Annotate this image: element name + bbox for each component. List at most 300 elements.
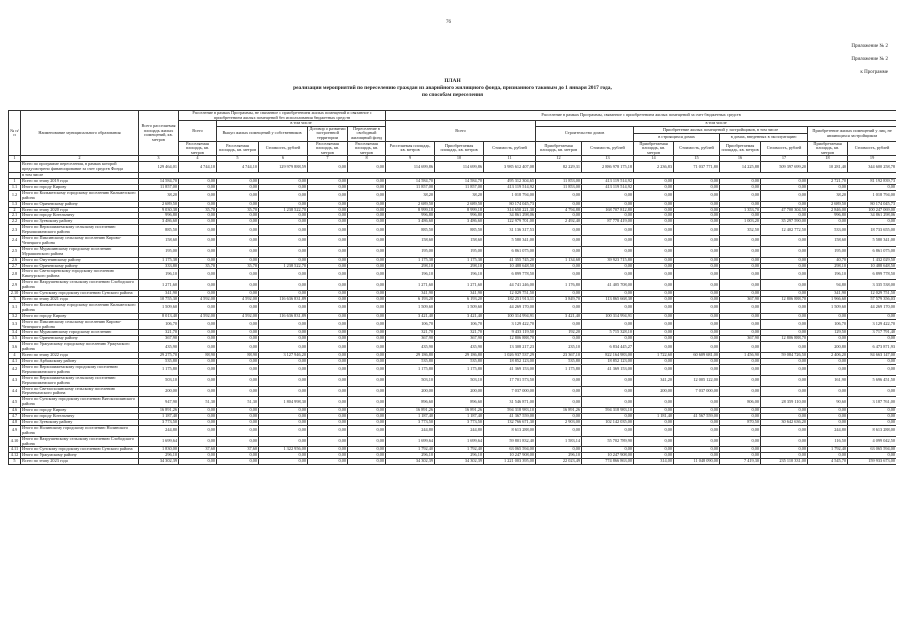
table-cell: 0,00 (308, 263, 348, 269)
table-cell: 4 744,10 (179, 162, 217, 173)
table-cell: 6 193,20 (435, 297, 484, 303)
table-cell: 0,00 (179, 190, 217, 201)
table-cell: 0,00 (259, 302, 308, 313)
table-cell: 158,60 (435, 236, 484, 247)
table-cell: 0,00 (761, 447, 808, 453)
table-cell: 80 174 045,73 (848, 201, 896, 207)
table-cell: 0,00 (808, 419, 848, 425)
table-cell: 195,00 (139, 246, 179, 257)
table-cell: 7 037 000,00 (484, 386, 536, 397)
table-cell: 3 421,40 (536, 313, 582, 319)
table-cell: 35 297 590,00 (761, 219, 808, 225)
row-number: 3.2 (9, 313, 21, 319)
table-cell: 0,00 (217, 225, 259, 236)
table-cell: 0,00 (217, 219, 259, 225)
table-cell: 0,00 (536, 302, 582, 313)
table-cell: 1 432 029,50 (848, 257, 896, 263)
table-row (9, 236, 897, 247)
table-cell: 4 592,00 (179, 297, 217, 303)
table-cell: 63 065 594,00 (484, 447, 536, 453)
table-cell: 0,00 (634, 453, 674, 459)
table-cell: 0,00 (217, 358, 259, 364)
table-cell: 0,00 (308, 280, 348, 291)
table-cell: 28 359 110,00 (761, 397, 808, 408)
table-cell: 0,00 (761, 453, 808, 459)
table-cell: 196,10 (435, 269, 484, 280)
table-cell: 0,00 (217, 213, 259, 219)
table-cell: 37,60 (217, 447, 259, 453)
row-municipality-name: Итого по городу Котельничу (21, 414, 139, 420)
table-cell: 1 456,90 (720, 353, 761, 359)
table-cell: 594 318 983,10 (484, 408, 536, 414)
table-cell: 0,00 (634, 319, 674, 330)
table-cell: 3 985 612 407,08 (484, 162, 536, 173)
table-cell: 298,10 (386, 263, 435, 269)
plan-table (8, 110, 896, 465)
table-cell: 0,00 (761, 330, 808, 336)
table-cell: 195,00 (808, 246, 848, 257)
table-cell: 29 186,80 (435, 353, 484, 359)
table-cell: 3 129 422,70 (848, 319, 896, 330)
row-municipality-name: Итого по Оричевскому району (21, 201, 139, 207)
table-cell: 0,00 (348, 414, 386, 420)
table-cell: 503,10 (386, 375, 435, 386)
table-cell: 3 773,50 (139, 419, 179, 425)
header-area-bought: Приобретаемая площадь, кв. метров (536, 141, 582, 156)
table-cell: 0,00 (308, 201, 348, 207)
table-cell: 0,00 (179, 213, 217, 219)
table-cell: 57 579 356,03 (848, 297, 896, 303)
table-cell: 11 853,00 (536, 178, 582, 184)
table-cell: 0,00 (217, 414, 259, 420)
table-cell: 38,20 (139, 190, 179, 201)
table-cell: 0,00 (634, 313, 674, 319)
table-cell: 3 421,40 (435, 313, 484, 319)
table-cell: 44 741 246,00 (484, 280, 536, 291)
table-cell: 12 806 888,70 (761, 297, 808, 303)
table-cell: 0,00 (720, 414, 761, 420)
table-cell: 341,20 (634, 375, 674, 386)
table-cell: 0,00 (308, 162, 348, 173)
table-cell: 6 899 778,50 (848, 269, 896, 280)
table-cell: 0,00 (674, 436, 720, 447)
table-cell: 341,90 (139, 291, 179, 297)
table-cell: 1 966,60 (808, 297, 848, 303)
table-cell: 0,00 (179, 178, 217, 184)
table-cell: 41 567 559,00 (674, 414, 720, 420)
table-cell: 0,00 (720, 269, 761, 280)
table-cell: 296,10 (139, 453, 179, 459)
row-number: 2.5 (9, 246, 21, 257)
table-cell: 0,00 (582, 397, 634, 408)
table-cell: 87 778 419,00 (582, 219, 634, 225)
table-cell: 2 903,00 (536, 419, 582, 425)
table-cell: 0,00 (634, 257, 674, 263)
table-cell: 2 236,83 (634, 162, 674, 173)
table-cell: 0,00 (259, 330, 308, 336)
header-cost: Стоимость, рублей (259, 141, 308, 156)
table-cell: 14 584,70 (435, 178, 484, 184)
table-cell: 235 110 331,00 (761, 459, 808, 465)
table-cell: 0,00 (720, 408, 761, 414)
table-cell: 0,00 (634, 263, 674, 269)
table-cell: 0,00 (674, 257, 720, 263)
table-cell: 0,00 (308, 414, 348, 420)
table-cell: 84 663 147,00 (848, 353, 896, 359)
row-municipality-name: в том числе (21, 173, 139, 179)
table-cell: 0,00 (808, 219, 848, 225)
row-number: 4.12 (9, 453, 21, 459)
table-cell: 0,00 (308, 386, 348, 397)
table-cell: 0,00 (308, 453, 348, 459)
table-cell: 94,80 (808, 280, 848, 291)
table-cell: 2 721,70 (808, 178, 848, 184)
table-cell: 0,00 (348, 184, 386, 190)
row-municipality-name: Итого по Верхошижемскому сельскому поселению Верхошижемского района (21, 225, 139, 236)
header-cost: Стоимость, рублей (484, 141, 536, 156)
table-cell: 51,30 (217, 397, 259, 408)
header-area-resettled: Расселяемая площадь, кв. метров (348, 141, 386, 156)
table-cell: 0,00 (259, 414, 308, 420)
table-cell: 0,00 (582, 236, 634, 247)
table-cell: 535,80 (536, 358, 582, 364)
table-cell: 0,00 (634, 342, 674, 353)
table-row (9, 459, 897, 465)
table-cell: 0,00 (674, 313, 720, 319)
row-municipality-name: Итого по Вахрушевскому сельскому поселению Слободского района (21, 436, 139, 447)
table-cell: 0,00 (720, 453, 761, 459)
table-cell: 1 509,60 (435, 302, 484, 313)
table-cell: 3 421,40 (386, 313, 435, 319)
header-area-bought: Приобретаемая площадь, кв. метров (808, 141, 848, 156)
table-cell: 885,50 (435, 225, 484, 236)
row-number: 2.6 (9, 257, 21, 263)
column-index-cell: 16 (720, 156, 761, 162)
table-cell: 13 308 217,23 (484, 342, 536, 353)
header-area-bought: Приобретаемая площадь, кв. метров (634, 141, 674, 156)
row-municipality-name: Итого по Мурашинскому городскому поселению Мурашинского района (21, 246, 139, 257)
table-row (9, 246, 897, 257)
table-cell: 18 852 123,00 (582, 358, 634, 364)
table-cell: 0,00 (582, 336, 634, 342)
table-body (9, 162, 897, 465)
plan-table-wrapper (8, 110, 896, 634)
table-cell: 0,00 (536, 375, 582, 386)
table-cell: 0,00 (308, 330, 348, 336)
table-cell: 367,90 (386, 336, 435, 342)
table-cell: 1 187,40 (435, 414, 484, 420)
table-cell: 495 312 304,65 (484, 178, 536, 184)
table-cell: 4 099 042,50 (848, 436, 896, 447)
table-cell: 100 314 994,91 (582, 313, 634, 319)
table-cell: 0,00 (674, 236, 720, 247)
table-cell: 0,00 (348, 291, 386, 297)
table-cell: 0,00 (536, 190, 582, 201)
table-cell: 3 486,60 (435, 219, 484, 225)
table-cell: 38,20 (808, 190, 848, 201)
table-cell: 2 492,40 (536, 219, 582, 225)
table-cell: 192,20 (536, 330, 582, 336)
table-cell: 10 281,40 (808, 162, 848, 173)
table-cell: 0,00 (720, 178, 761, 184)
table-cell: 9 030,38 (139, 207, 179, 213)
table-cell: 0,00 (308, 447, 348, 453)
row-number: 2.3 (9, 225, 21, 236)
table-cell: 0,00 (674, 319, 720, 330)
table-cell: 0,00 (348, 219, 386, 225)
table-cell: 1 271,60 (386, 280, 435, 291)
table-cell: 0,00 (179, 414, 217, 420)
table-cell: 0,00 (308, 336, 348, 342)
table-cell: 0,00 (761, 246, 808, 257)
table-cell: 435,90 (435, 342, 484, 353)
table-cell: 0,00 (348, 330, 386, 336)
table-cell: 0,00 (720, 375, 761, 386)
table-cell: 161,90 (808, 375, 848, 386)
table-cell: 0,00 (761, 236, 808, 247)
table-cell: 0,00 (308, 257, 348, 263)
table-cell: 0,00 (720, 302, 761, 313)
table-cell: 0,00 (217, 453, 259, 459)
table-cell: 106,70 (386, 319, 435, 330)
table-cell: 0,00 (674, 453, 720, 459)
row-municipality-name: Всего по этапу 2019 года (21, 178, 139, 184)
table-cell: 0,00 (217, 408, 259, 414)
table-cell: 0,00 (217, 386, 259, 397)
table-row (9, 225, 897, 236)
appendix-label: Приложение № 2 (851, 44, 888, 49)
row-number: 1.1 (9, 184, 21, 190)
table-cell: 0,00 (634, 336, 674, 342)
table-cell: 41 405 708,00 (582, 280, 634, 291)
table-cell: 40,70 (808, 257, 848, 263)
table-cell: 0,00 (808, 364, 848, 375)
table-row (9, 190, 897, 201)
table-cell: 196,10 (808, 269, 848, 280)
table-cell: 0,00 (308, 319, 348, 330)
header-vsego: Всего (179, 121, 217, 141)
table-cell: 88,90 (179, 353, 217, 359)
table-cell: 16 891,26 (139, 408, 179, 414)
table-cell: 0,00 (259, 453, 308, 459)
table-cell: 0,00 (348, 236, 386, 247)
table-cell: 196,10 (386, 269, 435, 280)
table-cell: 2 689,50 (435, 201, 484, 207)
table-cell: 1 699,64 (435, 436, 484, 447)
table-cell: 114 699,86 (435, 162, 484, 173)
table-cell: 0,00 (674, 269, 720, 280)
table-cell: 0,00 (179, 302, 217, 313)
table-cell: 0,00 (674, 219, 720, 225)
row-number: 4.4 (9, 386, 21, 397)
table-cell: 8 999,18 (435, 207, 484, 213)
table-cell: 4 545,70 (808, 459, 848, 465)
row-number: 2.7 (9, 263, 21, 269)
table-cell: 16 891,26 (386, 408, 435, 414)
table-cell: 0,00 (720, 364, 761, 375)
table-cell: 0,00 (217, 436, 259, 447)
table-cell: 14 225,88 (720, 162, 761, 173)
table-cell: 0,00 (179, 269, 217, 280)
table-cell: 0,00 (761, 257, 808, 263)
row-municipality-name: Итого по Кильмезскому городскому поселению Кильмезского района (21, 190, 139, 201)
table-row (9, 342, 897, 353)
table-cell: 0,00 (634, 419, 674, 425)
table-cell: 0,00 (348, 375, 386, 386)
header-total-area: Всего расселяемая площадь жилых помещений, кв. метров (139, 111, 179, 156)
table-cell: 0,00 (720, 291, 761, 297)
table-cell: 244,80 (808, 425, 848, 436)
table-cell: 806,00 (720, 397, 761, 408)
table-cell: 129 464,01 (139, 162, 179, 173)
row-municipality-name: Итого по Омутнинскому району (21, 257, 139, 263)
table-cell: 0,00 (582, 375, 634, 386)
table-cell: 298,10 (808, 263, 848, 269)
table-cell: 3 187 761,00 (848, 397, 896, 408)
table-cell: 2 846,00 (808, 207, 848, 213)
table-cell: 1 353,70 (720, 207, 761, 213)
table-cell: 0,00 (259, 225, 308, 236)
table-cell: 0,00 (179, 419, 217, 425)
table-cell: 1 699,64 (386, 436, 435, 447)
column-index-cell: 12 (536, 156, 582, 162)
table-cell: 0,00 (308, 236, 348, 247)
table-cell: 0,00 (720, 236, 761, 247)
table-cell: 200,00 (435, 386, 484, 397)
table-cell: 0,00 (848, 414, 896, 420)
table-cell: 34 861 298,06 (848, 213, 896, 219)
table-cell: 0,00 (761, 213, 808, 219)
table-cell: 5 580 341,00 (848, 236, 896, 247)
table-cell: 1 722,60 (634, 353, 674, 359)
table-cell: 63 065 594,00 (848, 447, 896, 453)
table-cell: 0,00 (308, 225, 348, 236)
table-cell: 41 369 153,00 (582, 364, 634, 375)
table-cell: 0,00 (848, 364, 896, 375)
row-municipality-name: Итого по городу Кирову (21, 184, 139, 190)
header-area-resettled: Расселяемая площадь, кв. метров (386, 141, 435, 156)
row-number: 2.9 (9, 280, 21, 291)
table-cell: 8 613 288,00 (848, 425, 896, 436)
table-cell: 0,00 (217, 236, 259, 247)
table-cell: 0,00 (348, 302, 386, 313)
table-cell: 132 766 671,30 (484, 419, 536, 425)
table-cell: 1 238 522,70 (259, 263, 308, 269)
table-cell: 0,00 (179, 436, 217, 447)
table-cell: 0,00 (348, 358, 386, 364)
table-cell: 0,00 (217, 184, 259, 190)
table-cell: 106,70 (435, 319, 484, 330)
table-cell: 2 689,50 (808, 201, 848, 207)
column-index-cell: 11 (484, 156, 536, 162)
table-row (9, 302, 897, 313)
table-cell: 0,00 (179, 425, 217, 436)
table-cell: 51,30 (179, 397, 217, 408)
table-cell: 435,90 (386, 342, 435, 353)
row-number (9, 162, 21, 173)
table-row (9, 436, 897, 447)
table-cell: 0,00 (348, 257, 386, 263)
table-cell: 0,00 (259, 178, 308, 184)
table-row (9, 162, 897, 173)
table-cell: 0,00 (720, 447, 761, 453)
table-cell: 0,00 (259, 257, 308, 263)
table-cell: 0,00 (720, 425, 761, 436)
table-cell: 321,70 (435, 330, 484, 336)
table-cell: 0,00 (348, 246, 386, 257)
table-cell: 0,00 (308, 358, 348, 364)
table-cell: 41 367 559,00 (484, 414, 536, 420)
table-cell: 0,00 (348, 201, 386, 207)
table-cell: 10 247 908,00 (484, 453, 536, 459)
table-cell: 0,00 (217, 419, 259, 425)
table-cell: 41 369 153,00 (484, 364, 536, 375)
table-cell: 0,00 (179, 291, 217, 297)
table-cell: 35,70 (179, 263, 217, 269)
row-number: 1.3 (9, 201, 21, 207)
table-cell: 0,00 (217, 364, 259, 375)
table-cell: 0,00 (259, 184, 308, 190)
table-cell: 0,00 (348, 280, 386, 291)
table-cell: 2 886 978 175,18 (582, 162, 634, 173)
table-cell: 3 773,50 (435, 419, 484, 425)
column-index-cell: 13 (582, 156, 634, 162)
table-cell: 774 866 863,00 (582, 459, 634, 465)
table-cell: 5 580 341,00 (484, 236, 536, 247)
table-cell: 0,00 (720, 358, 761, 364)
table-cell: 3 335 538,00 (848, 280, 896, 291)
table-cell: 0,00 (179, 453, 217, 459)
table-cell: 0,00 (536, 269, 582, 280)
table-cell: 822 164 983,00 (582, 353, 634, 359)
table-cell: 0,00 (634, 425, 674, 436)
table-cell: 1 175,80 (435, 364, 484, 375)
table-cell: 0,00 (848, 358, 896, 364)
table-cell: 1 003,20 (720, 219, 761, 225)
table-cell: 1 583,14 (536, 436, 582, 447)
table-cell: 6 193,20 (386, 297, 435, 303)
table-cell: 1 792,40 (386, 447, 435, 453)
appendix-program-ref: к Программе (860, 70, 888, 75)
column-index-cell: 5 (217, 156, 259, 162)
table-row (9, 375, 897, 386)
table-cell: 0,00 (217, 190, 259, 201)
row-municipality-name: Итого по Уржумскому городскому поселению Уржумского района (21, 342, 139, 353)
row-municipality-name: Итого по Светлополянскому сельскому поселению Верхнекамского района (21, 386, 139, 397)
table-cell: 82 229,31 (536, 162, 582, 173)
table-cell: 0,00 (674, 425, 720, 436)
table-cell: 5 715 328,10 (582, 330, 634, 336)
table-cell: 0,00 (582, 190, 634, 201)
table-cell: 59 084 726,50 (761, 353, 808, 359)
appendix-label-repeat: Приложение № 2 (851, 57, 888, 62)
table-cell: 12 402 772,50 (761, 225, 808, 236)
table-cell: 0,00 (259, 269, 308, 280)
table-cell: 90,60 (808, 397, 848, 408)
table-cell: 7 419,30 (720, 459, 761, 465)
row-number: 2 (9, 207, 21, 213)
table-cell: 0,00 (720, 190, 761, 201)
table-cell: 12 029 751,50 (484, 291, 536, 297)
table-cell: 0,00 (348, 313, 386, 319)
table-cell: 0,00 (259, 213, 308, 219)
table-cell: 1 792,40 (808, 447, 848, 453)
table-cell: 11 857,00 (386, 184, 435, 190)
table-cell: 0,00 (674, 280, 720, 291)
table-cell: 0,00 (179, 336, 217, 342)
header-cost: Стоимость, рублей (848, 141, 896, 156)
row-number: 2.2 (9, 219, 21, 225)
